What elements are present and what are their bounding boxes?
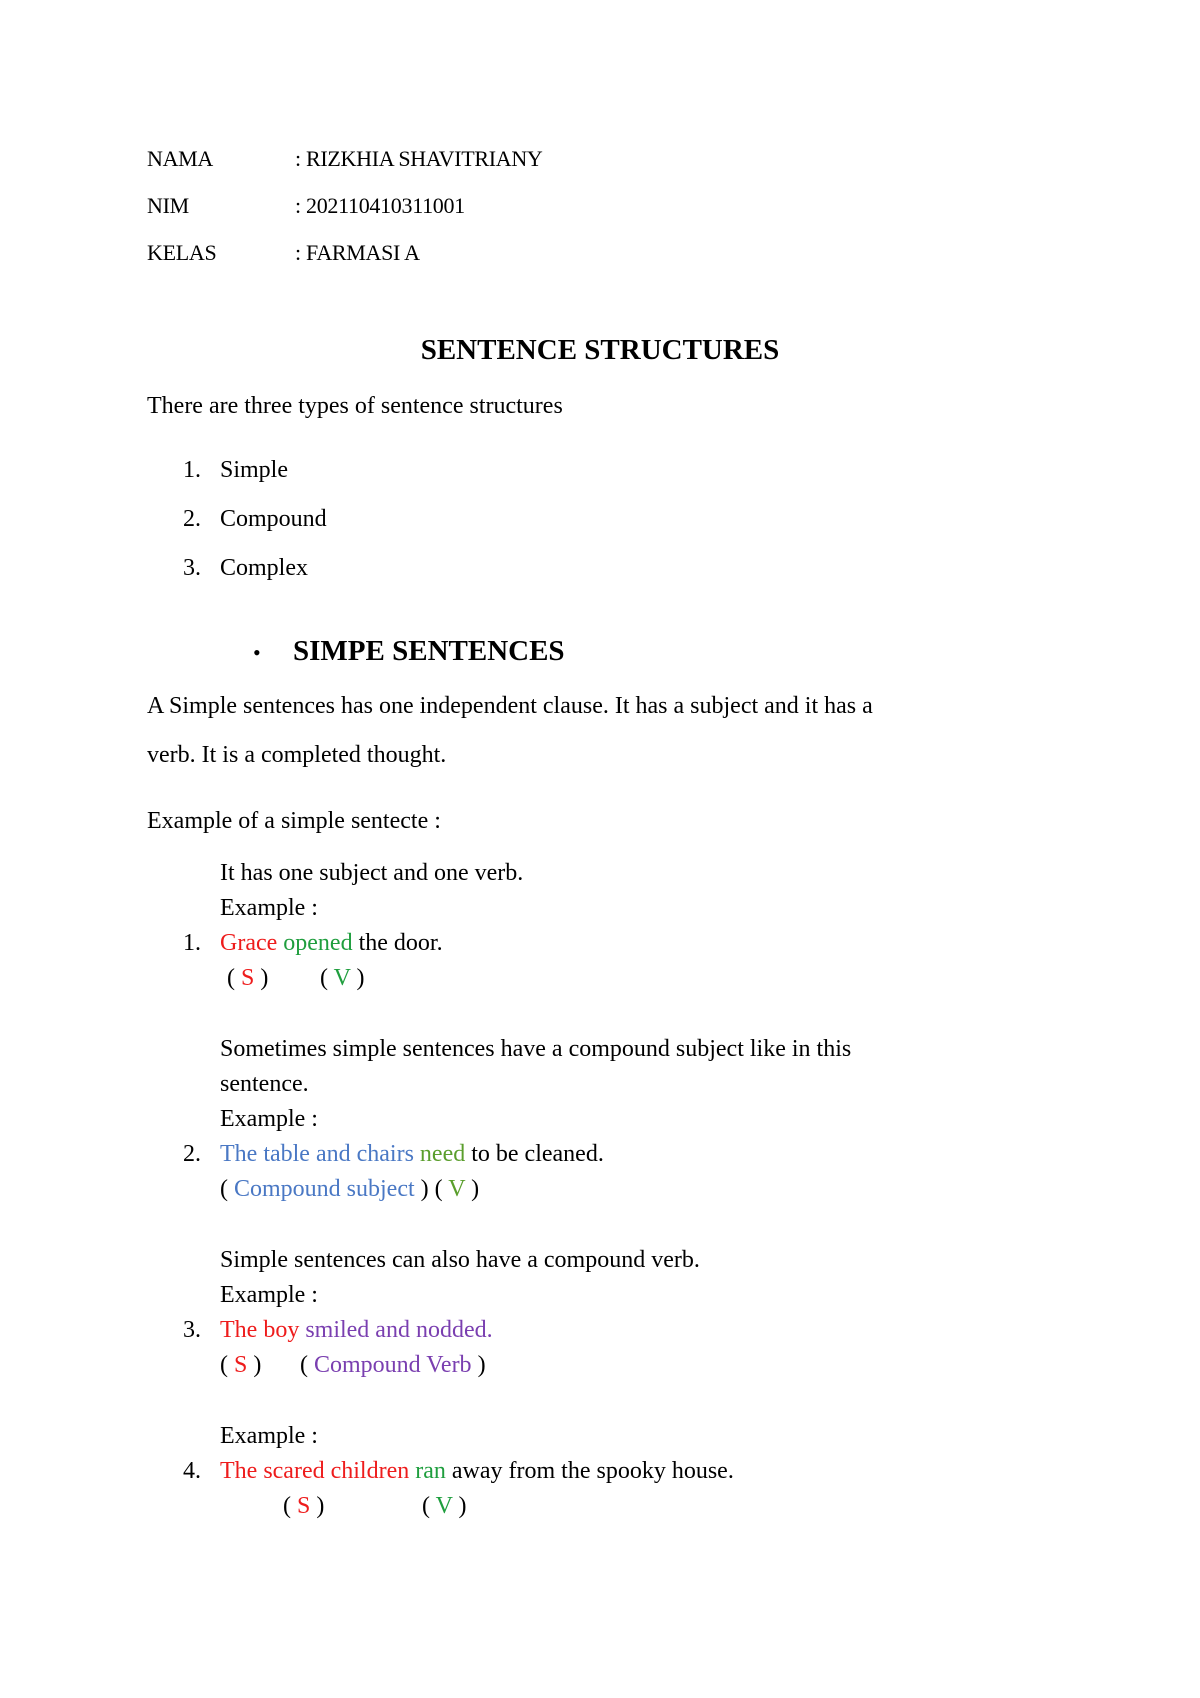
nama-value: : RIZKHIA SHAVITRIANY (295, 146, 543, 171)
example4-sentence (220, 1458, 734, 1485)
example1-label: Example : (220, 895, 318, 921)
example1-annotation-s: ( S ) (227, 965, 269, 991)
example4-annotation-v: ( V ) (422, 1493, 467, 1519)
example2-label: Example : (220, 1106, 318, 1132)
example2-note-line1: Sometimes simple sentences have a compound subject like in this (220, 1036, 852, 1062)
subject-text: The boy (220, 1317, 300, 1343)
rest-text: the door. (352, 930, 443, 956)
nim-label: NIM (147, 193, 189, 218)
rest-text: away from the spooky house. (445, 1458, 734, 1484)
example1-sentence (220, 930, 443, 957)
example3-number: 3. (183, 1317, 201, 1343)
type-number: 1. (183, 457, 201, 483)
verb-text: opened (277, 930, 353, 956)
section-desc-line2: verb. It is a completed thought. (147, 742, 447, 768)
example2-sentence (220, 1141, 604, 1168)
example4-annotation-s: ( S ) (283, 1493, 325, 1519)
section-heading: SIMPE SENTENCES (293, 635, 565, 667)
type-number: 3. (183, 555, 201, 581)
example3-annotation-verb: ( Compound Verb ) (300, 1352, 486, 1378)
type-number: 2. (183, 506, 201, 532)
example4-label: Example : (220, 1423, 318, 1449)
example-intro: Example of a simple sentecte : (147, 808, 441, 834)
page-title: SENTENCE STRUCTURES (420, 334, 780, 366)
kelas-value: : FARMASI A (295, 240, 420, 265)
verb-text: smiled and nodded. (299, 1317, 493, 1343)
kelas-label: KELAS (147, 240, 217, 265)
bullet-icon: • (253, 640, 261, 665)
example2-note-line2: sentence. (220, 1071, 309, 1097)
example3-label: Example : (220, 1282, 318, 1308)
nim-value: : 202110410311001 (295, 193, 465, 218)
subject-text: The table and chairs (220, 1141, 414, 1167)
verb-text: need (413, 1141, 466, 1167)
type-simple: Simple (220, 457, 289, 483)
example1-note: It has one subject and one verb. (220, 860, 524, 886)
example1-annotation-v: ( V ) (320, 965, 365, 991)
example1-number: 1. (183, 930, 201, 956)
type-compound: Compound (220, 506, 327, 532)
example3-annotation-s: ( S ) (220, 1352, 262, 1378)
type-complex: Complex (220, 555, 308, 581)
example3-sentence (220, 1317, 493, 1344)
subject-text: The scared children (220, 1458, 410, 1484)
subject-text: Grace (220, 930, 278, 956)
intro-text: There are three types of sentence structures (147, 393, 563, 419)
verb-text: ran (409, 1458, 446, 1484)
example2-number: 2. (183, 1141, 201, 1167)
example3-note: Simple sentences can also have a compound verb. (220, 1247, 700, 1273)
nama-label: NAMA (147, 146, 214, 171)
section-desc-line1: A Simple sentences has one independent clause. It has a subject and it has a (147, 693, 873, 719)
example4-number: 4. (183, 1458, 201, 1484)
example2-annotation: ( Compound subject ) ( V ) (220, 1176, 480, 1202)
rest-text: to be cleaned. (465, 1141, 604, 1167)
